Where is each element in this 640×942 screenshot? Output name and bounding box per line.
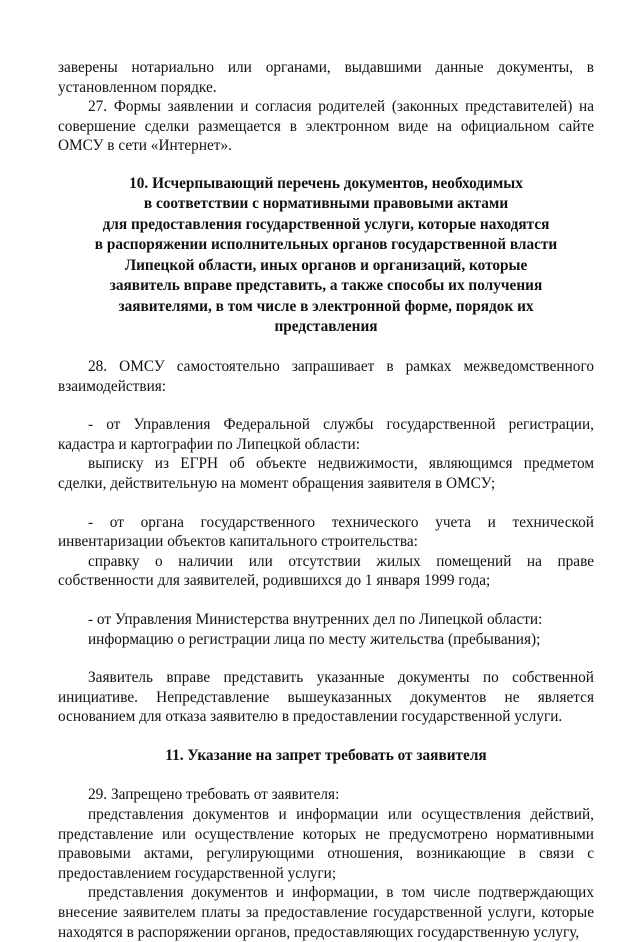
heading-line: Липецкой области, иных органов и организаций, которые: [124, 256, 528, 274]
heading-line: для предоставления государственной услуги, которые находятся: [102, 215, 550, 233]
paragraph-28: 28. ОМСУ самостоятельно запрашивает в рамках межведомственного взаимодействия:: [58, 357, 594, 395]
heading-line: 10. Исчерпывающий перечень документов, необходимых: [129, 174, 523, 192]
heading-line: в соответствии с нормативными правовыми актами: [143, 195, 509, 213]
paragraph-continuation: заверены нотариально или органами, выдавшими данные документы, в установленном порядке.: [58, 59, 594, 96]
paragraph-27: 27. Формы заявлении и согласия родителей (законных представителей) на совершение сделки размещается в электронном виде на официальном сайте ОМСУ в сети «Интернет».: [58, 98, 594, 155]
paragraph-rosreestr: - от Управления Федеральной службы государственной регистрации, кадастра и картографии по Липецкой области:: [58, 416, 594, 453]
paragraph-29: 29. Запрещено требовать от заявителя:: [88, 786, 340, 804]
document-page: [58, 58, 594, 942]
heading-line: представления: [274, 318, 378, 336]
paragraph-registration: информацию о регистрации лица по месту жительства (пребывания);: [88, 630, 541, 648]
paragraph-prohibition-1: представления документов и информации или осуществления действий, представление или осуществление которых не предусмотрено нормативными правовыми актами, регулирующими отношения, возникающие в связи с предоставлением государственной услуги;: [58, 805, 594, 882]
heading-line: заявителями, в том числе в электронной форме, порядок их: [118, 297, 534, 315]
paragraph-bti: - от органа государственного технического учета и технической инвентаризации объектов капитального строительства:: [58, 513, 594, 551]
heading-line: в распоряжении исполнительных органов государственной власти: [94, 236, 558, 254]
paragraph-spravka: справку о наличии или отсутствии жилых помещений на праве собственности для заявителей, родившихся до 1 января 1999 года;: [58, 552, 594, 590]
heading-line: заявитель вправе представить, а также способы их получения: [109, 277, 543, 295]
paragraph-right-to-submit: Заявитель вправе представить указанные документы по собственной инициативе. Непредставление вышеуказанных документов не является основанием для отказа заявителю в предоставлении государственной услуги.: [58, 669, 594, 726]
paragraph-egrn: выписку из ЕГРН об объекте недвижимости, являющимся предметом сделки, действительную на момент обращения заявителя в ОМСУ;: [58, 455, 594, 492]
section-11-heading: 11. Указание на запрет требовать от заявителя: [165, 746, 487, 764]
paragraph-mvd: - от Управления Министерства внутренних дел по Липецкой области:: [88, 610, 543, 628]
paragraph-prohibition-2: представления документов и информации, в том числе подтверждающих внесение заявителем платы за предоставление государственной услуги, которые находятся в распоряжении органов, предоставляющих государственную услугу,: [58, 884, 594, 941]
section-10-heading: [58, 174, 594, 338]
